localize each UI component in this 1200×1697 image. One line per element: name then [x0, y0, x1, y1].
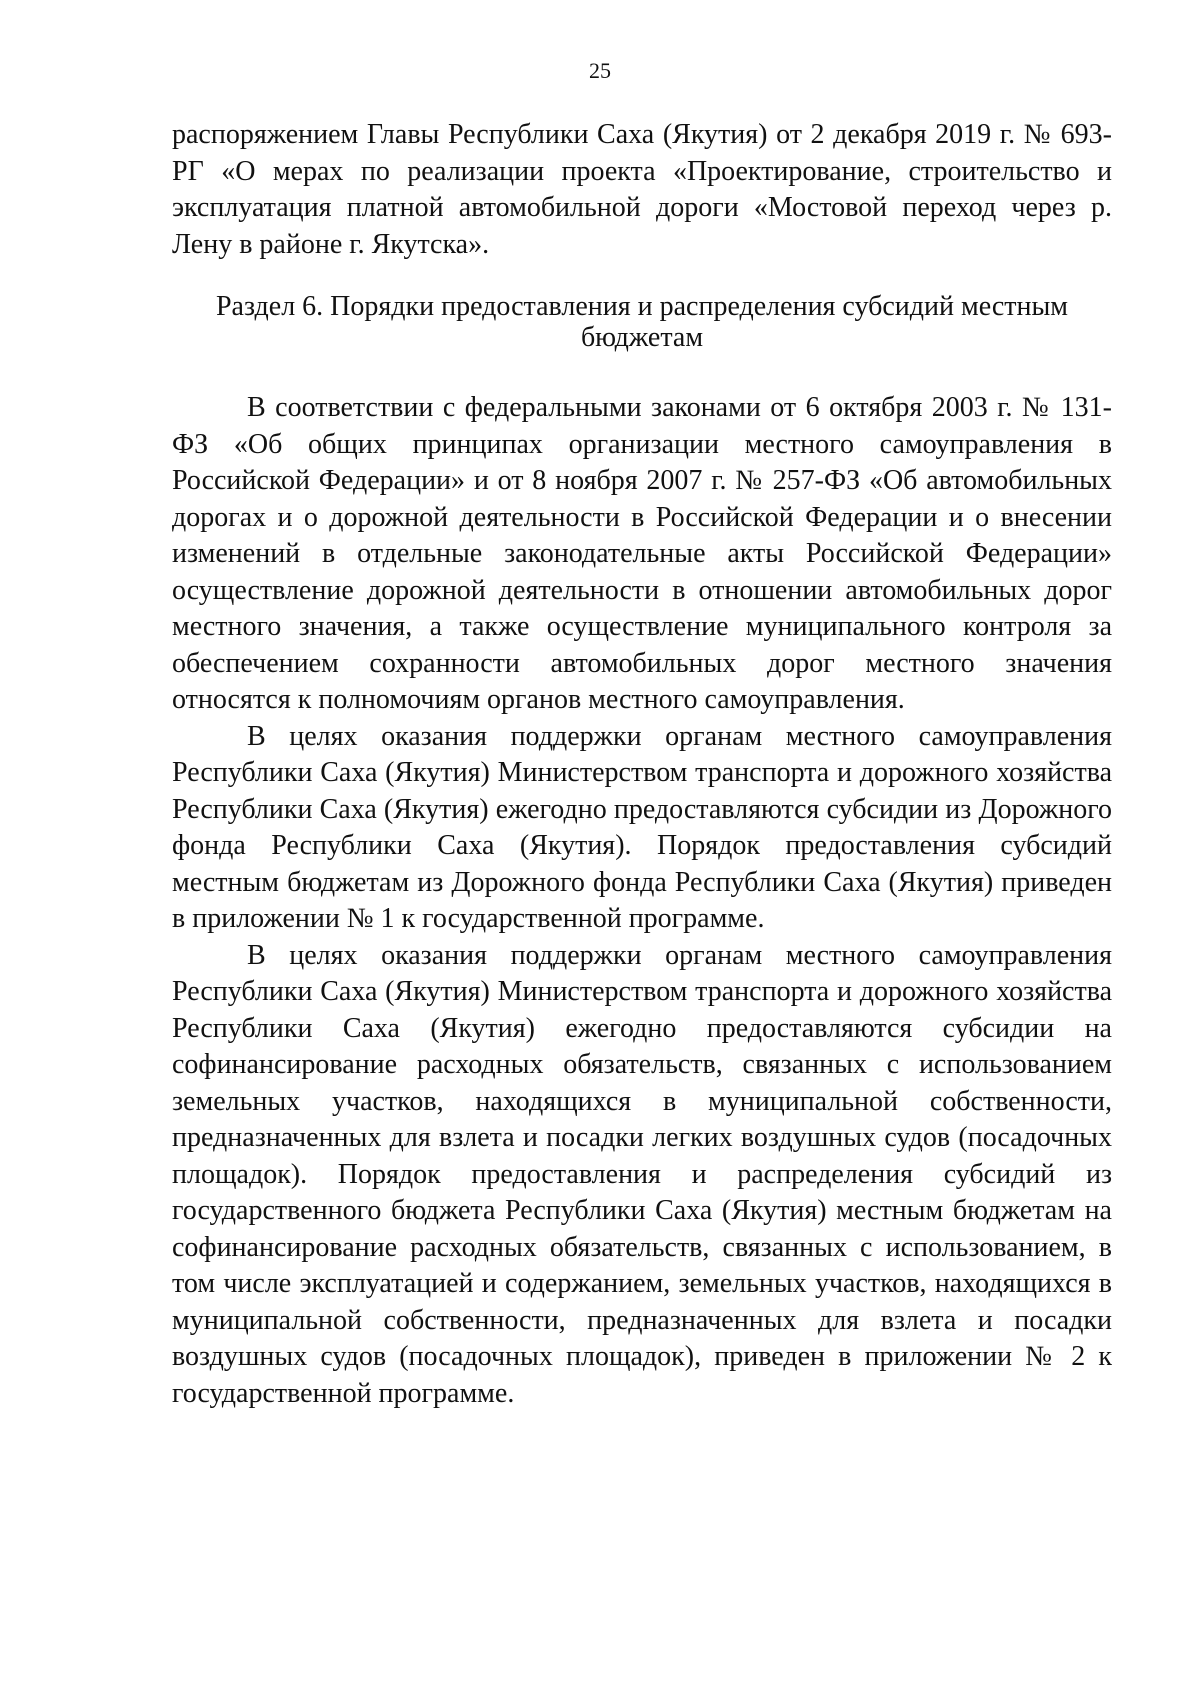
page-number: 25: [589, 58, 611, 83]
section-paragraph-1: В соответствии с федеральными законами от 6 октября 2003 г. № 131-ФЗ «Об общих принципах организации местного самоуправления в Российской Федерации» и от 8 ноября 2007 г. № 257-ФЗ «Об автомобильных дорогах и о дорожной деятельности в Российской Федерации и о внесении изменений в отдельные законодательные акты Российской Федерации» осуществление дорожной деятельности в отношении автомобильных дорог местного значения, а также осуществление муниципального контроля за обеспечением сохранности автомобильных дорог местного значения относятся к полномочиям органов местного самоуправления.: [172, 392, 1112, 715]
continuation-paragraph: распоряжением Главы Республики Саха (Якутия) от 2 декабря 2019 г. № 693-РГ «О мерах по реализации проекта «Проектирование, строительство и эксплуатация платной автомобильной дороги «Мостовой переход через р. Лену в районе г. Якутска».: [172, 119, 1112, 260]
continuation-block: [172, 117, 1112, 263]
section-paragraph-2: В целях оказания поддержки органам местного самоуправления Республики Саха (Якутия) Министерством транспорта и дорожного хозяйства Республики Саха (Якутия) ежегодно предоставляются субсидии из Дорожного фонда Республики Саха (Якутия). Порядок предоставления субсидий местным бюджетам из Дорожного фонда Республики Саха (Якутия) приведен в приложении № 1 к государственной программе.: [172, 720, 1112, 934]
section-heading: Раздел 6. Порядки предоставления и распределения субсидий местным бюджетам: [215, 291, 1069, 353]
section-paragraph-3: В целях оказания поддержки органам местного самоуправления Республики Саха (Якутия) Министерством транспорта и дорожного хозяйства Республики Саха (Якутия) ежегодно предоставляются субсидии на софинансирование расходных обязательств, связанных с использованием земельных участков, находящихся в муниципальной собственности, предназначенных для взлета и посадки легких воздушных судов (посадочных площадок). Порядок предоставления и распределения субсидий из государственного бюджета Республики Саха (Якутия) местным бюджетам на софинансирование расходных обязательств, связанных с использованием, в том числе эксплуатацией и содержанием, земельных участков, находящихся в муниципальной собственности, предназначенных для взлета и посадки воздушных судов (посадочных площадок), приведен в приложении № 2 к государственной программе.: [172, 939, 1112, 1409]
section-body: [172, 390, 1112, 1412]
